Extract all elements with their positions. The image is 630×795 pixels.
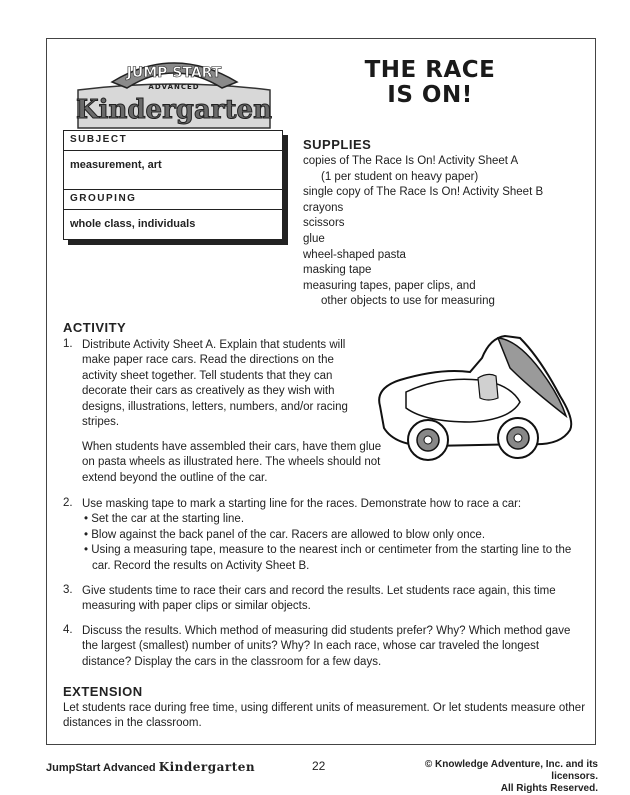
list-item: • Set the car at the starting line. <box>84 513 245 526</box>
extension-heading: EXTENSION <box>63 684 143 699</box>
step-3-text: Give students time to race their cars and record the results. Let students race again, this time measuring with paper clips or similar objects. <box>82 585 556 613</box>
step-1-followup: When students have assembled their cars, have them glue on pasta wheels as illustrated here. The wheels should not extend beyond the outline of the car. <box>82 441 382 484</box>
footer-brand: JumpStart Advanced Kindergarten <box>46 760 256 774</box>
step-number: 2. <box>63 497 73 509</box>
page-title: THE RACE IS ON! <box>364 57 496 108</box>
step-number: 4. <box>63 624 73 636</box>
step-4-text: Discuss the results. Which method of measuring did students prefer? Why? Which method gave the largest (smallest) number of units? Why? In each race, whose car traveled the longest distance? Display the cars in the classroom for a few days. <box>82 625 571 668</box>
list-item: • Blow against the back panel of the car. Racers are allowed to blow only once. <box>84 528 486 541</box>
list-item: glue <box>303 232 325 245</box>
list-item: other objects to use for measuring <box>321 295 495 308</box>
list-item: single copy of The Race Is On! Activity Sheet B <box>303 186 544 199</box>
list-item: • Using a measuring tape, measure to the nearest inch or centimeter from the starting line to the car. Record the results on Activity Sheet B. <box>84 544 572 572</box>
race-car-illustration <box>370 328 585 466</box>
subject-value: measurement, art <box>70 159 162 171</box>
svg-text:JUMP START: JUMP START <box>126 65 222 81</box>
svg-text:ADVANCED: ADVANCED <box>148 83 200 91</box>
page-number: 22 <box>312 759 326 773</box>
step-2 <box>82 497 587 574</box>
jumpstart-logo <box>72 48 277 130</box>
list-item: scissors <box>303 217 345 230</box>
copyright: © Knowledge Adventure, Inc. and its licensors. All Rights Reserved. <box>424 759 598 794</box>
list-item: masking tape <box>303 264 372 277</box>
step-1-text: Distribute Activity Sheet A. Explain that students will make paper race cars. Read the directions on the activity sheet together. Tell students that they can decorate their cars as creatively as they wish with designs, illustrations, letters, numbers, and/or racing stripes. <box>82 339 348 429</box>
list-item: (1 per student on heavy paper) <box>321 170 479 183</box>
subject-grouping-box <box>63 130 283 240</box>
svg-text:Kindergarten: Kindergarten <box>76 95 272 125</box>
grouping-value: whole class, individuals <box>70 218 196 230</box>
grouping-label: GROUPING <box>64 189 282 210</box>
step-number: 1. <box>63 338 73 350</box>
list-item: wheel-shaped pasta <box>303 248 406 261</box>
list-item: measuring tapes, paper clips, and <box>303 279 476 292</box>
list-item: crayons <box>303 201 344 214</box>
step-2-text: Use masking tape to mark a starting line for the races. Demonstrate how to race a car: <box>82 498 522 510</box>
step-number: 3. <box>63 584 73 596</box>
extension-text: Let students race during free time, using different units of measurement. Or let students measure other distances in the classroom. <box>63 702 586 730</box>
supplies-list <box>303 154 583 310</box>
supplies-heading: SUPPLIES <box>303 137 372 152</box>
list-item: copies of The Race Is On! Activity Sheet A <box>303 155 519 167</box>
subject-label: SUBJECT <box>64 131 282 151</box>
activity-heading: ACTIVITY <box>63 320 127 335</box>
step-2-bullets <box>82 512 587 574</box>
